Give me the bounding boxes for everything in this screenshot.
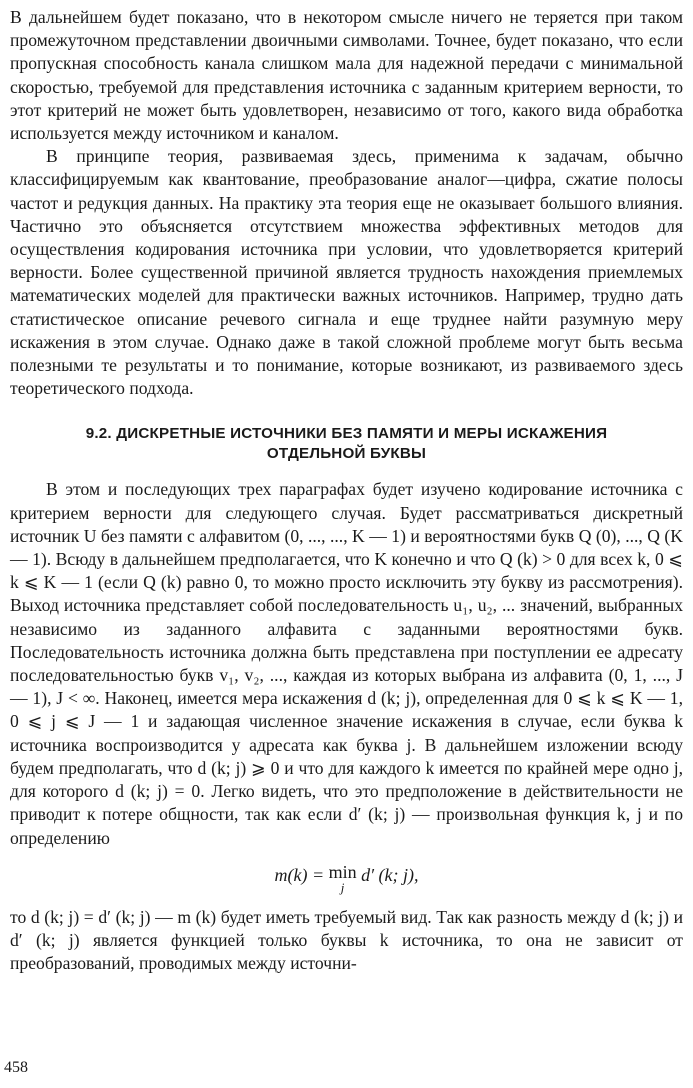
formula-op-subscript: j [340, 879, 345, 895]
formula-min-distortion [10, 863, 683, 894]
section-body [10, 478, 683, 849]
section-heading-line-2: ОТДЕЛЬНОЙ БУКВЫ [266, 445, 427, 463]
section-heading [10, 424, 683, 464]
paragraph-3: В этом и последующих трех параграфах будет изучено кодирование источника с критерием верности для следующего случая. Будет рассматриваться дискретный источник U без памяти с алфавитом (0, ..., ..., K — 1) и вероятностями букв Q (0), ..., Q (K — 1). Всюду в дальнейшем предполагается, что K конечно и что Q (k) > 0 для всех k, 0 ⩽ k ⩽ K — 1 (если Q (k) равно 0, то можно просто исключить эту букву из рассмотрения). Выход источника представляет собой последовательность u₁, u₂, ... значений, выбранных независимо из заданного алфавита с заданными вероятностями букв. Последовательность источника должна быть представлена при поступлении ее адресату последовательностью букв v₁, v₂, ..., каждая из которых выбрана из алфавита (0, 1, ..., J — 1), J < ∞. Наконец, имеется мера искажения d (k; j), определенная для 0 ⩽ k ⩽ K — 1, 0 ⩽ j ⩽ J — 1 и задающая численное значение искажения в случае, если буква k источника воспроизводится у адресата как буква j. В дальнейшем изложении всюду будем предполагать, что d (k; j) ⩾ 0 и что для каждого k имеется по крайней мере одно j, для которого d (k; j) = 0. Легко видеть, что это предположение в действительности не приводит к потере общности, так как если d′ (k; j) — произвольная функция k, j и по определению [10, 479, 683, 848]
section-heading-line-1: 9.2. ДИСКРЕТНЫЕ ИСТОЧНИКИ БЕЗ ПАМЯТИ И МЕРЫ ИСКАЖЕНИЯ [85, 425, 608, 443]
body-text [10, 6, 683, 400]
formula-rhs: d′ (k; j), [356, 864, 419, 885]
page-number: 458 [4, 1059, 28, 1076]
continuation-text [10, 906, 683, 976]
paragraph-1: В дальнейшем будет показано, что в некотором смысле ничего не теряется при таком промежуточном представлении двоичными символами. Точнее, будет показано, что если пропускная способность канала слишком мала для надежной передачи с минимальной скоростью, требуемой для представления источника с заданным критерием верности, то этот критерий не может быть удовлетворен, независимо от того, какого вида обработка используется между источником и каналом. [10, 7, 683, 144]
paragraph-4: то d (k; j) = d′ (k; j) — m (k) будет иметь требуемый вид. Так как разность между d (k; j) и d′ (k; j) является функцией только буквы k источника, то она не зависит от преобразований, проводимых между источни- [10, 906, 683, 974]
formula-min-operator [329, 863, 357, 894]
formula-op: min [328, 861, 357, 882]
paragraph-2: В принципе теория, развиваемая здесь, применима к задачам, обычно классифицируемым как квантование, преобразование аналог—цифра, сжатие полосы частот и редукция данных. На практику эта теория еще не оказывает большого влияния. Частично это объясняется отсутствием множества эффективных методов для осуществления кодирования источника при условии, что удовлетворяется критерий верности. Более существенной причиной является трудность нахождения приемлемых математических моделей для практически важных источников. Например, трудно дать статистическое описание речевого сигнала и еще труднее найти разумную меру искажения в этом случае. Однако даже в такой сложной проблеме могут быть весьма полезными те результаты и то понимание, которые возникают, из развиваемого здесь теоретического подхода. [10, 146, 683, 399]
formula-lhs: m(k) = [274, 864, 329, 885]
